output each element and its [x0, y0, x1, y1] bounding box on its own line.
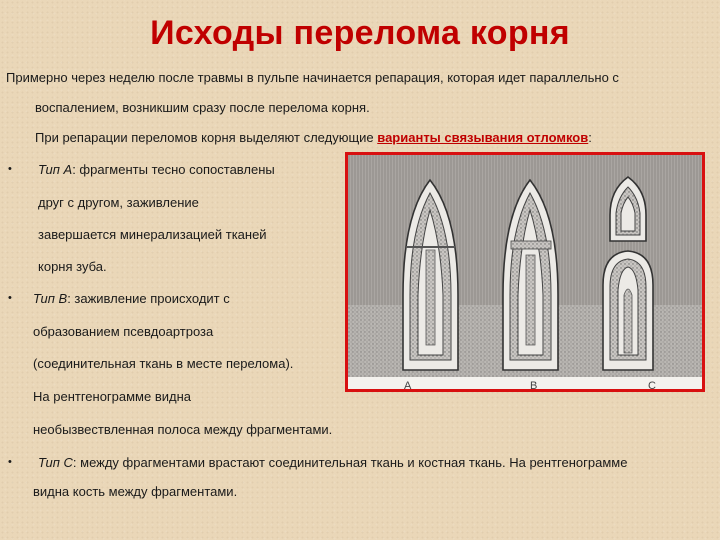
- type-b-name: Тип В: [33, 291, 68, 306]
- type-b-line-1: [33, 291, 230, 307]
- intro-line-1: Примерно через неделю после травмы в пульпе начинается репарация, которая идет параллельно с: [6, 70, 619, 85]
- bullet-type-c: •: [8, 456, 12, 468]
- type-c-text-1: : между фрагментами врастают соединительная ткань и костная ткань. На рентгенограмме: [72, 455, 628, 470]
- type-a-line-4: корня зуба.: [38, 259, 107, 274]
- type-a-text-1: : фрагменты тесно сопоставлены: [72, 162, 275, 177]
- type-b-line-4: На рентгенограмме видна: [33, 389, 191, 404]
- type-a-name: Тип А: [38, 162, 73, 177]
- variants-line: [35, 130, 592, 146]
- type-b-text-1: : заживление происходит с: [67, 291, 230, 306]
- bullet-type-b: •: [8, 292, 12, 304]
- type-c-line-1: [38, 455, 627, 471]
- intro-line-2: воспалением, возникшим сразу после перелома корня.: [35, 100, 370, 115]
- type-b-line-5: необызвествленная полоса между фрагментами.: [33, 422, 333, 437]
- type-b-line-3: (соединительная ткань в месте перелома).: [33, 356, 294, 371]
- variants-suffix: :: [588, 130, 592, 145]
- type-a-line-3: завершается минерализацией тканей: [38, 227, 267, 242]
- figure-label-a: A: [404, 380, 412, 392]
- variants-prefix: При репарации переломов корня выделяют следующие: [35, 130, 378, 145]
- type-a-line-1: [38, 162, 275, 178]
- figure-label-c: C: [648, 380, 656, 392]
- type-a-line-2: друг с другом, заживление: [38, 195, 199, 210]
- bullet-type-a: •: [8, 163, 12, 175]
- figure-label-b: B: [530, 380, 538, 392]
- type-c-name: Тип С: [38, 455, 73, 470]
- slide-title: Исходы перелома корня: [150, 14, 570, 52]
- teeth-illustration: [348, 155, 702, 389]
- variants-highlight-link[interactable]: варианты связывания отломков: [377, 130, 589, 145]
- tooth-c: [603, 177, 653, 370]
- type-c-line-2: видна кость между фрагментами.: [33, 484, 238, 499]
- type-b-line-2: образованием псевдоартроза: [33, 324, 214, 339]
- root-fracture-figure: [345, 152, 705, 392]
